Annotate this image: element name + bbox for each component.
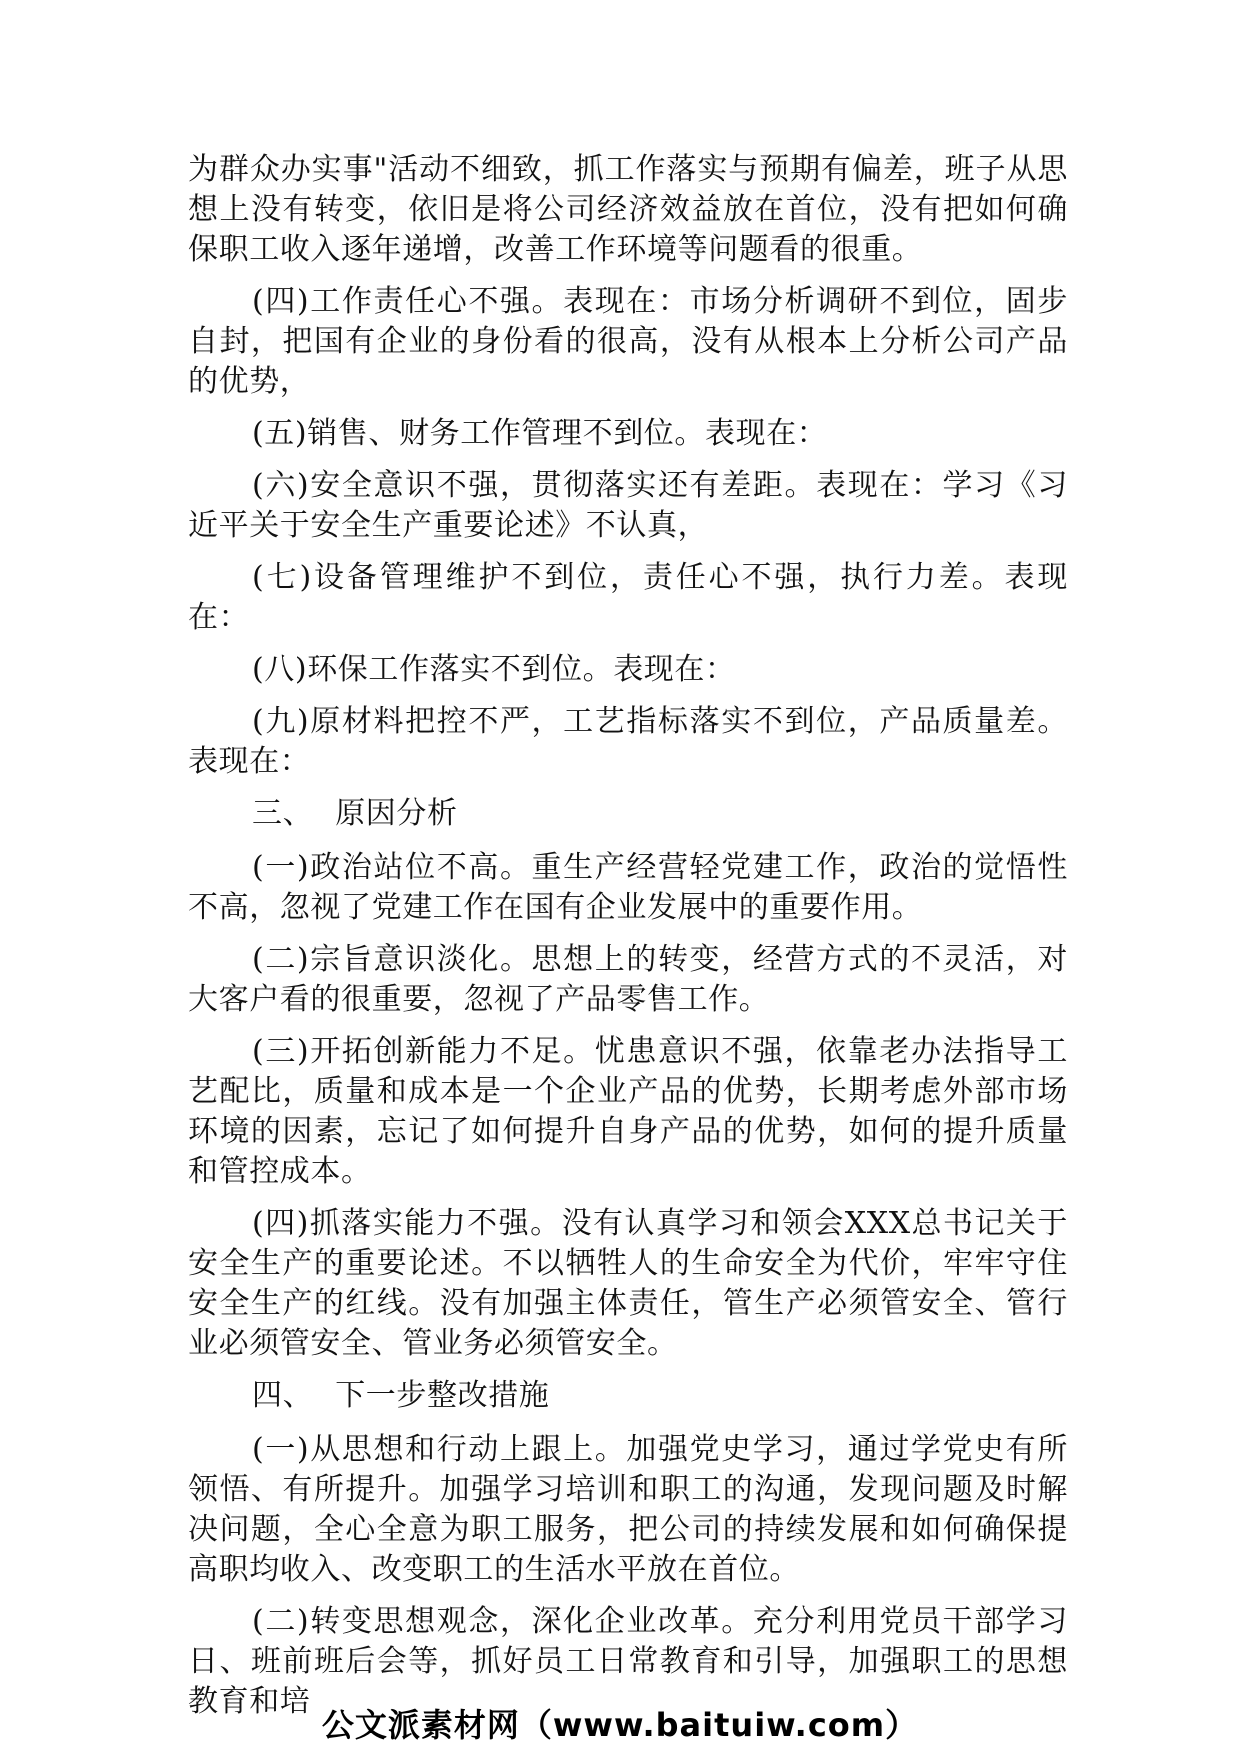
paragraph-cause-1: (一)政治站位不高。重生产经营轻党建工作，政治的觉悟性不高，忽视了党建工作在国有企业发展中的重要作用。 <box>188 850 1068 925</box>
section-number: 四、 <box>252 1378 314 1413</box>
footer-watermark: 公文派素材网（www.baituiw.com） <box>321 1706 919 1744</box>
paragraph-measure-2: (二)转变思想观念，深化企业改革。充分利用党员干部学习日、班前班后会等，抓好员工日常教育和引导，加强职工的思想教育和培 <box>188 1604 1068 1719</box>
paragraph-measure-1: (一)从思想和行动上跟上。加强党史学习，通过学党史有所领悟、有所提升。加强学习培训和职工的沟通，发现问题及时解决问题，全心全意为职工服务，把公司的持续发展和如何确保提高职均收入、改变职工的生活水平放在首位。 <box>188 1432 1068 1587</box>
paragraph-item-9: (九)原材料把控不严，工艺指标落实不到位，产品质量差。表现在： <box>188 704 1068 779</box>
document-body <box>188 150 1068 1734</box>
paragraph-item-8: (八)环保工作落实不到位。表现在： <box>252 652 736 687</box>
paragraph-item-6: (六)安全意识不强，贯彻落实还有差距。表现在：学习《习近平关于安全生产重要论述》不认真， <box>188 468 1068 543</box>
section-heading-3 <box>188 794 1068 834</box>
paragraph-cause-3: (三)开拓创新能力不足。忧患意识不强，依靠老办法指导工艺配比，质量和成本是一个企业产品的优势，长期考虑外部市场环境的因素，忘记了如何提升自身产品的优势，如何的提升质量和管控成本。 <box>188 1034 1068 1189</box>
section-title: 原因分析 <box>335 796 458 831</box>
paragraph-continuation: 为群众办实事"活动不细致，抓工作落实与预期有偏差，班子从思想上没有转变，依旧是将公司经济效益放在首位，没有把如何确保职工收入逐年递增，改善工作环境等问题看的很重。 <box>188 152 1068 267</box>
section-heading-4 <box>188 1376 1068 1416</box>
paragraph-cause-4: (四)抓落实能力不强。没有认真学习和领会XXX总书记关于安全生产的重要论述。不以牺牲人的生命安全为代价，牢牢守住安全生产的红线。没有加强主体责任，管生产必须管安全、管行业必须管安全、管业务必须管安全。 <box>188 1206 1068 1361</box>
section-title: 下一步整改措施 <box>335 1378 550 1413</box>
paragraph-item-7: (七)设备管理维护不到位，责任心不强，执行力差。表现在： <box>188 560 1068 635</box>
paragraph-item-5: (五)销售、财务工作管理不到位。表现在： <box>252 416 828 451</box>
paragraph-cause-2: (二)宗旨意识淡化。思想上的转变，经营方式的不灵活，对大客户看的很重要，忽视了产品零售工作。 <box>188 942 1068 1017</box>
paragraph-item-4: (四)工作责任心不强。表现在：市场分析调研不到位，固步自封，把国有企业的身份看的很高，没有从根本上分析公司产品的优势， <box>188 284 1068 399</box>
section-number: 三、 <box>252 796 314 831</box>
